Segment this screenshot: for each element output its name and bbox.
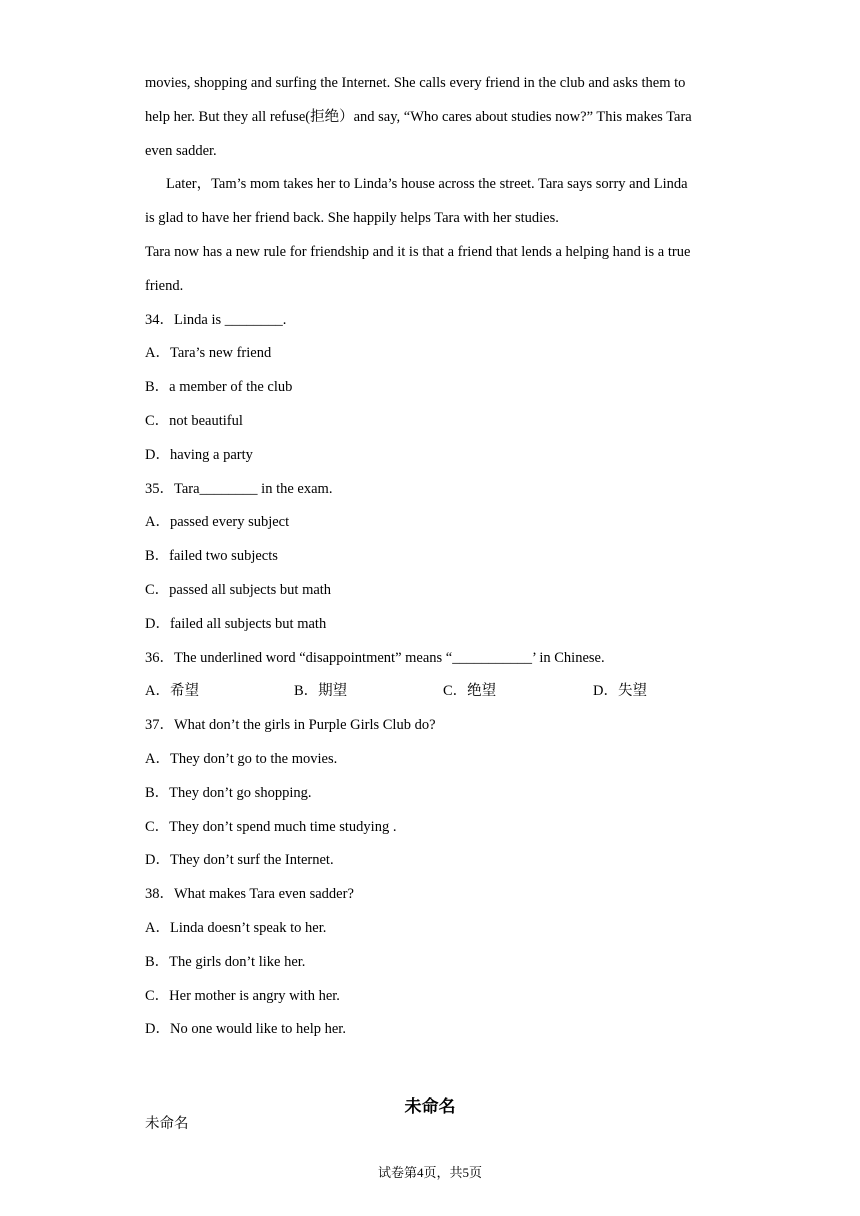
question-stem: 38．What makes Tara even sadder?	[145, 886, 354, 902]
answer-option: A．希望	[145, 683, 199, 699]
passage-line: help her. But they all refuse(拒绝）and say, “Who cares about studies now?” This makes Tara	[145, 109, 692, 125]
answer-option: B．a member of the club	[145, 379, 293, 395]
passage-line: Tara now has a new rule for friendship and it is that a friend that lends a helping hand is a true	[145, 244, 691, 260]
answer-option: B．They don’t go shopping.	[145, 785, 312, 801]
question-stem: 36．The underlined word “disappointment” means “___________’ in Chinese.	[145, 650, 605, 666]
answer-option: D．failed all subjects but math	[145, 616, 327, 632]
answer-option: B．The girls don’t like her.	[145, 954, 306, 970]
answer-option: B．期望	[294, 683, 348, 699]
passage-line: is glad to have her friend back. She happily helps Tara with her studies.	[145, 210, 559, 226]
section-title: 未命名	[404, 1097, 456, 1117]
question-stem: 35．Tara________ in the exam.	[145, 481, 333, 497]
passage-line: Later，Tam’s mom takes her to Linda’s house across the street. Tara says sorry and Linda	[166, 176, 688, 192]
page-footer: 试卷第4页，共5页	[377, 1165, 482, 1180]
answer-option: D．having a party	[145, 447, 253, 463]
answer-option: A．Tara’s new friend	[145, 345, 272, 361]
passage-line: even sadder.	[145, 143, 217, 159]
answer-option: D．No one would like to help her.	[145, 1021, 346, 1037]
answer-option: C．not beautiful	[145, 413, 243, 429]
answer-option: B．failed two subjects	[145, 548, 278, 564]
answer-option: C．passed all subjects but math	[145, 582, 332, 598]
answer-option: D．They don’t surf the Internet.	[145, 852, 334, 868]
answer-option: A．Linda doesn’t speak to her.	[145, 920, 327, 936]
question-stem: 34．Linda is ________.	[145, 312, 287, 328]
passage-line: friend.	[145, 278, 184, 294]
question-stem: 37．What don’t the girls in Purple Girls Club do?	[145, 717, 436, 733]
answer-option: C．Her mother is angry with her.	[145, 988, 340, 1004]
passage-line: movies, shopping and surfing the Internet. She calls every friend in the club and asks them to	[145, 75, 686, 91]
answer-option: C．绝望	[443, 683, 497, 699]
answer-option: C．They don’t spend much time studying .	[145, 819, 397, 835]
answer-option: A．passed every subject	[145, 514, 290, 530]
section-body: 未命名	[145, 1116, 189, 1132]
answer-option: D．失望	[593, 683, 647, 699]
answer-option: A．They don’t go to the movies.	[145, 751, 338, 767]
